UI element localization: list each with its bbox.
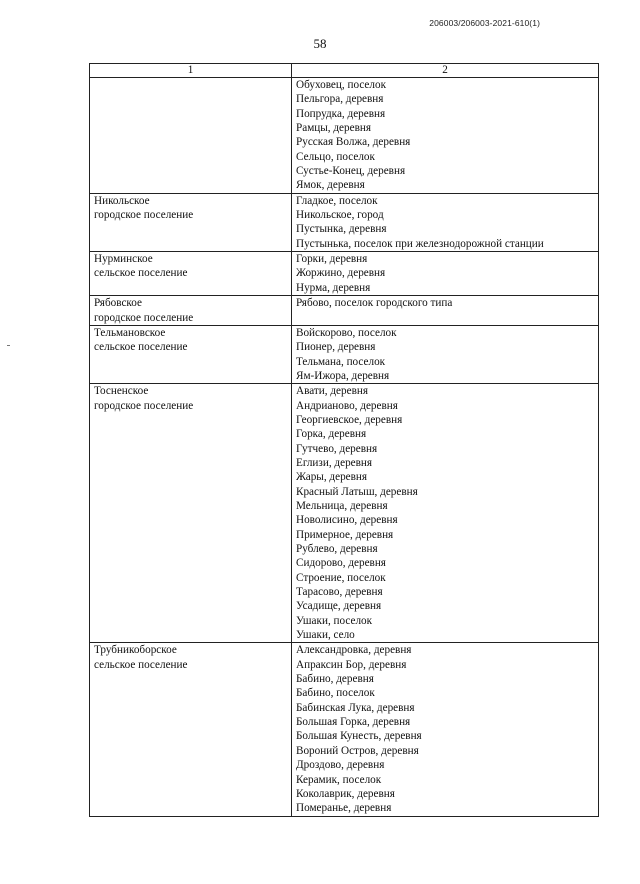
place-item: Бабино, деревня (296, 673, 374, 686)
column-header-2: 2 (292, 64, 599, 78)
place-item: Авати, деревня (296, 385, 368, 398)
settlement-cell (90, 325, 292, 383)
places-cell (292, 252, 599, 296)
place-item: Жоржино, деревня (296, 267, 386, 280)
place-item: Бабино, поселок (296, 687, 375, 700)
table-body (90, 78, 599, 817)
table-row (90, 384, 599, 643)
table-row (90, 78, 599, 194)
places-cell (292, 384, 599, 643)
places-cell (292, 296, 599, 326)
place-item: Бабинская Лука, деревня (296, 701, 415, 714)
place-item: Рябово, поселок городского типа (296, 297, 453, 310)
place-item: Сидорово, деревня (296, 557, 386, 570)
place-item: Андрианово, деревня (296, 399, 398, 412)
settlement-cell (90, 193, 292, 251)
settlement-cell (90, 78, 292, 194)
settlement-name-line: Тосненское (94, 385, 149, 398)
places-cell (292, 78, 599, 194)
settlement-cell (90, 384, 292, 643)
place-item: Пельгора, деревня (296, 93, 384, 106)
place-item: Пустынка, деревня (296, 223, 387, 236)
place-item: Новолисино, деревня (296, 514, 398, 527)
place-item: Александровка, деревня (296, 644, 412, 657)
place-item: Обуховец, поселок (296, 79, 387, 91)
place-item: Тельмана, поселок (296, 355, 386, 368)
place-item: Керамик, поселок (296, 773, 382, 786)
settlements-table (89, 63, 599, 817)
place-item: Русская Волжа, деревня (296, 136, 411, 149)
place-item: Георгиевское, деревня (296, 413, 403, 426)
place-item: Жары, деревня (296, 471, 368, 484)
settlement-name-line: сельское поселение (94, 341, 188, 354)
settlement-name-line: Трубникоборское (94, 644, 177, 657)
table-header-row (90, 64, 599, 78)
place-item: Рублево, деревня (296, 543, 378, 555)
settlement-name-line: Рябовское (94, 297, 142, 310)
place-item: Пустынька, поселок при железнодорожной станции (296, 237, 544, 250)
place-item: Коколаврик, деревня (296, 787, 395, 800)
place-item: Горка, деревня (296, 428, 367, 441)
place-item: Гутчево, деревня (296, 442, 378, 455)
settlement-cell (90, 643, 292, 816)
place-item: Попрудка, деревня (296, 107, 386, 120)
places-cell (292, 325, 599, 383)
settlement-name-line: сельское поселение (94, 267, 188, 280)
place-item: Большая Кунесть, деревня (296, 730, 422, 743)
place-item: Ушаки, поселок (296, 614, 373, 627)
settlement-name-line: Тельмановское (94, 326, 166, 339)
table-row (90, 296, 599, 326)
settlement-name-line: Никольское (94, 194, 150, 207)
settlement-cell (90, 252, 292, 296)
places-cell (292, 193, 599, 251)
settlement-name-line: городское поселение (94, 209, 194, 222)
place-item: Ям-Ижора, деревня (296, 369, 390, 382)
settlement-name-line: Нурминское (94, 253, 153, 266)
place-item: Горки, деревня (296, 253, 368, 266)
table-row (90, 325, 599, 383)
place-item: Никольское, город (296, 209, 384, 222)
page-number: 58 (313, 36, 327, 51)
place-item: Усадище, деревня (296, 600, 382, 613)
place-item: Сельцо, поселок (296, 150, 375, 163)
place-item: Красный Латыш, деревня (296, 485, 418, 498)
place-item: Померанье, деревня (296, 802, 392, 815)
place-item: Дроздово, деревня (296, 759, 385, 772)
settlement-name-line: городское поселение (94, 311, 194, 324)
place-item: Нурма, деревня (296, 281, 371, 294)
settlement-cell (90, 296, 292, 326)
place-item: Вороний Остров, деревня (296, 744, 419, 757)
place-item: Пионер, деревня (296, 341, 376, 354)
place-item: Рамцы, деревня (296, 122, 371, 135)
place-item: Ямок, деревня (296, 179, 365, 192)
place-item: Строение, поселок (296, 571, 386, 584)
place-item: Войскорово, поселок (296, 326, 397, 339)
place-item: Апраксин Бор, деревня (296, 658, 407, 671)
scan-edge-mark (7, 345, 10, 346)
document-id: 206003/206003-2021-610(1) (429, 18, 540, 28)
place-item: Мельница, деревня (296, 499, 388, 512)
table-row (90, 193, 599, 251)
table-row (90, 252, 599, 296)
place-item: Тарасово, деревня (296, 586, 383, 599)
place-item: Примерное, деревня (296, 528, 394, 541)
table-row (90, 643, 599, 816)
place-item: Еглизи, деревня (296, 456, 373, 469)
settlement-name-line: сельское поселение (94, 658, 188, 671)
column-header-1: 1 (90, 64, 292, 78)
place-item: Сустье-Конец, деревня (296, 165, 406, 178)
places-cell (292, 643, 599, 816)
settlement-name-line: городское поселение (94, 399, 194, 412)
place-item: Большая Горка, деревня (296, 716, 411, 729)
place-item: Ушаки, село (296, 629, 355, 642)
place-item: Гладкое, поселок (296, 194, 378, 207)
